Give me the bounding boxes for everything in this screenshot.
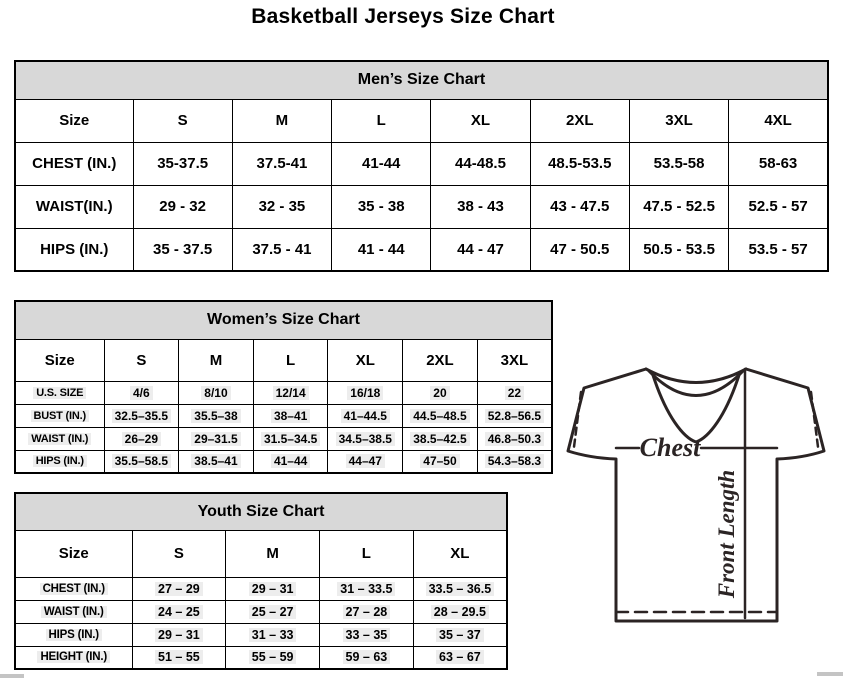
women-row-label: U.S. SIZE (15, 381, 104, 404)
men-cell: 47.5 - 52.5 (629, 185, 728, 228)
men-cell: 43 - 47.5 (530, 185, 629, 228)
men-col-header: S (133, 99, 232, 142)
youth-cell: 55 – 59 (226, 646, 320, 669)
page-title: Basketball Jerseys Size Chart (251, 5, 555, 28)
men-col-header: 2XL (530, 99, 629, 142)
table-row (15, 404, 552, 427)
youth-cell: 33.5 – 36.5 (413, 577, 507, 600)
youth-cell: 29 – 31 (132, 623, 226, 646)
youth-cell: 59 – 63 (320, 646, 414, 669)
table-row (15, 381, 552, 404)
men-col-header: L (332, 99, 431, 142)
table-row (15, 600, 507, 623)
men-cell: 35 - 38 (332, 185, 431, 228)
men-col-header: 4XL (729, 99, 828, 142)
women-cell: 4/6 (104, 381, 179, 404)
youth-col-header: S (132, 530, 226, 577)
women-cell: 38.5–42.5 (403, 427, 478, 450)
youth-cell: 24 – 25 (132, 600, 226, 623)
men-cell: 44 - 47 (431, 228, 530, 271)
men-cell: 35 - 37.5 (133, 228, 232, 271)
women-col-header: M (179, 339, 254, 381)
men-cell: 37.5 - 41 (232, 228, 331, 271)
men-row-label: CHEST (IN.) (15, 142, 133, 185)
table-row (15, 450, 552, 473)
women-cell: 29–31.5 (179, 427, 254, 450)
men-cell: 50.5 - 53.5 (629, 228, 728, 271)
women-cell: 44.5–48.5 (403, 404, 478, 427)
women-cell: 38–41 (253, 404, 328, 427)
table-row (15, 228, 828, 271)
jersey-measurement-diagram (562, 362, 840, 630)
youth-col-header: M (226, 530, 320, 577)
youth-row-label: WAIST (IN.) (15, 600, 132, 623)
youth-cell: 51 – 55 (132, 646, 226, 669)
men-cell: 58-63 (729, 142, 828, 185)
women-cell: 35.5–38 (179, 404, 254, 427)
women-cell: 38.5–41 (179, 450, 254, 473)
men-col-header: 3XL (629, 99, 728, 142)
women-cell: 41–44.5 (328, 404, 403, 427)
youth-chart-title: Youth Size Chart (15, 493, 507, 530)
men-cell: 29 - 32 (133, 185, 232, 228)
men-cell: 38 - 43 (431, 185, 530, 228)
youth-cell: 31 – 33.5 (320, 577, 414, 600)
table-row (15, 142, 828, 185)
youth-cell: 31 – 33 (226, 623, 320, 646)
youth-cell: 35 – 37 (413, 623, 507, 646)
women-size-header: Size (15, 339, 104, 381)
men-size-header: Size (15, 99, 133, 142)
women-col-header: 2XL (403, 339, 478, 381)
men-cell: 48.5-53.5 (530, 142, 629, 185)
women-cell: 26–29 (104, 427, 179, 450)
women-col-header: XL (328, 339, 403, 381)
youth-col-header: XL (413, 530, 507, 577)
men-row-label: WAIST(IN.) (15, 185, 133, 228)
chest-label: Chest (639, 433, 701, 462)
mens-size-chart-table (14, 60, 829, 272)
women-cell: 35.5–58.5 (104, 450, 179, 473)
women-cell: 41–44 (253, 450, 328, 473)
women-col-header: L (253, 339, 328, 381)
bottom-left-scrollbar-fragment (0, 674, 24, 678)
women-chart-title: Women’s Size Chart (15, 301, 552, 339)
table-row (15, 577, 507, 600)
youth-cell: 33 – 35 (320, 623, 414, 646)
men-cell: 35-37.5 (133, 142, 232, 185)
women-cell: 44–47 (328, 450, 403, 473)
youth-cell: 29 – 31 (226, 577, 320, 600)
youth-col-header: L (320, 530, 414, 577)
youth-size-header: Size (15, 530, 132, 577)
women-col-header: 3XL (477, 339, 552, 381)
jersey-outline-path (568, 369, 824, 621)
table-row (15, 185, 828, 228)
youth-cell: 25 – 27 (226, 600, 320, 623)
men-cell: 47 - 50.5 (530, 228, 629, 271)
men-col-header: XL (431, 99, 530, 142)
women-row-label: BUST (IN.) (15, 404, 104, 427)
youth-row-label: HEIGHT (IN.) (15, 646, 132, 669)
youth-row-label: HIPS (IN.) (15, 623, 132, 646)
front-length-label: Front Length (714, 469, 739, 599)
men-cell: 41-44 (332, 142, 431, 185)
youth-size-chart-table (14, 492, 508, 670)
women-cell: 31.5–34.5 (253, 427, 328, 450)
women-cell: 12/14 (253, 381, 328, 404)
women-cell: 20 (403, 381, 478, 404)
table-row (15, 623, 507, 646)
women-cell: 32.5–35.5 (104, 404, 179, 427)
women-cell: 16/18 (328, 381, 403, 404)
women-row-label: HIPS (IN.) (15, 450, 104, 473)
men-cell: 52.5 - 57 (729, 185, 828, 228)
table-row (15, 646, 507, 669)
men-cell: 41 - 44 (332, 228, 431, 271)
men-cell: 53.5 - 57 (729, 228, 828, 271)
bottom-right-scrollbar-fragment (817, 672, 843, 676)
women-cell: 46.8–50.3 (477, 427, 552, 450)
men-cell: 32 - 35 (232, 185, 331, 228)
women-col-header: S (104, 339, 179, 381)
men-cell: 37.5-41 (232, 142, 331, 185)
youth-cell: 27 – 28 (320, 600, 414, 623)
women-cell: 34.5–38.5 (328, 427, 403, 450)
women-cell: 47–50 (403, 450, 478, 473)
womens-size-chart-table (14, 300, 553, 474)
women-row-label: WAIST (IN.) (15, 427, 104, 450)
women-cell: 22 (477, 381, 552, 404)
women-cell: 54.3–58.3 (477, 450, 552, 473)
youth-cell: 27 – 29 (132, 577, 226, 600)
men-cell: 44-48.5 (431, 142, 530, 185)
men-cell: 53.5-58 (629, 142, 728, 185)
men-chart-title: Men’s Size Chart (15, 61, 828, 99)
men-col-header: M (232, 99, 331, 142)
women-cell: 8/10 (179, 381, 254, 404)
table-row (15, 427, 552, 450)
youth-row-label: CHEST (IN.) (15, 577, 132, 600)
men-row-label: HIPS (IN.) (15, 228, 133, 271)
women-cell: 52.8–56.5 (477, 404, 552, 427)
youth-cell: 28 – 29.5 (413, 600, 507, 623)
youth-cell: 63 – 67 (413, 646, 507, 669)
